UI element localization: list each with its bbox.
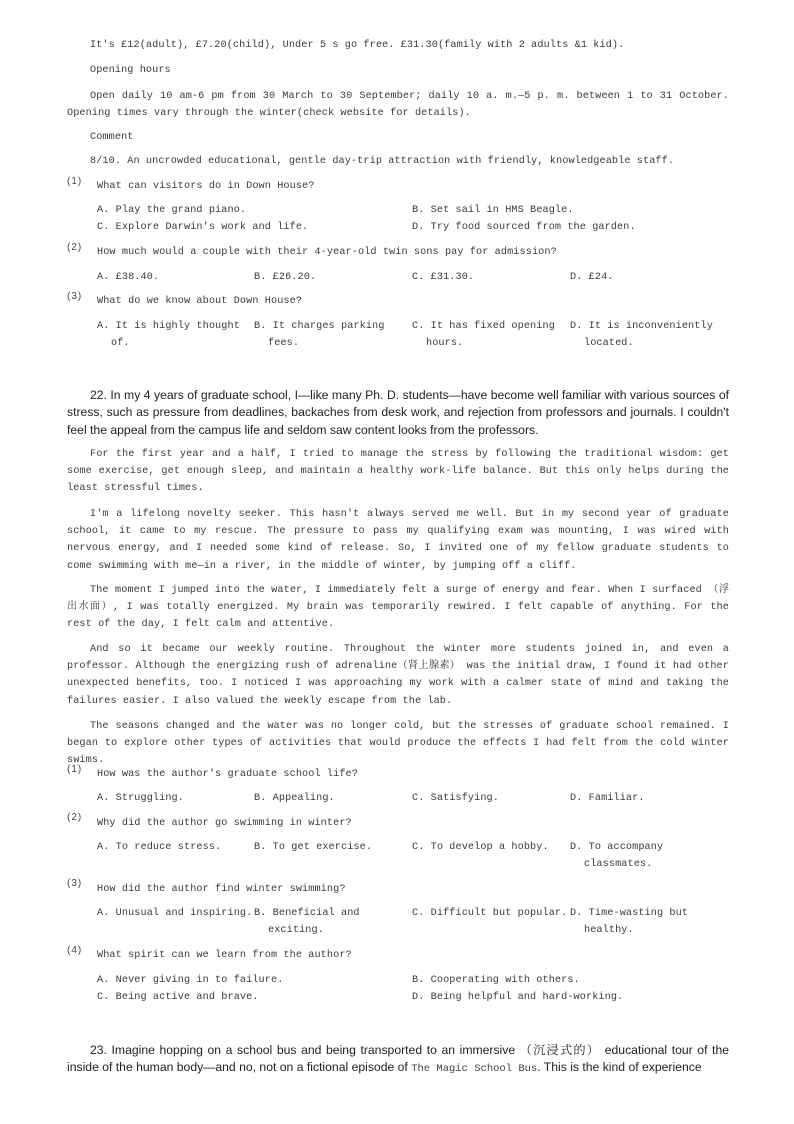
comment-heading: Comment: [90, 132, 134, 143]
passage-22-paragraph: The seasons changed and the water was no longer cold, but the stresses of graduate school remained. I began to explore other types of activities that would produce the effects I had felt from the cold winter swims.: [67, 721, 729, 767]
option-b[interactable]: [254, 318, 404, 352]
option-c[interactable]: [412, 318, 562, 352]
option-text: A. It is highly thought: [97, 321, 240, 332]
question-stem: What spirit can we learn from the author?: [97, 950, 352, 961]
option-a[interactable]: A. Never giving in to failure.: [97, 975, 284, 986]
option-d[interactable]: D. Familiar.: [570, 793, 645, 804]
option-d[interactable]: D. Try food sourced from the garden.: [412, 222, 636, 233]
passage-22-paragraph: The moment I jumped into the water, I immediately felt a surge of energy and fear. When I surfaced （浮出水面）, I was totally energized. My brain was temporarily rewired. I felt capable of anything. For the rest of the day, I felt calm and attentive.: [67, 585, 729, 631]
question-stem: How much would a couple with their 4-year-old twin sons pay for admission?: [97, 247, 557, 258]
option-d[interactable]: [570, 905, 730, 939]
opening-hours-text: Open daily 10 am-6 pm from 30 March to 30 September; daily 10 a. m.—5 p. m. between 1 to 31 October. Opening times vary through the winter(check website for details).: [67, 91, 729, 120]
option-text: C. It has fixed opening: [412, 321, 555, 332]
option-c[interactable]: C. Satisfying.: [412, 793, 499, 804]
option-a[interactable]: A. Play the grand piano.: [97, 205, 247, 216]
question-stem: What do we know about Down House?: [97, 296, 303, 307]
passage-23-text-cont: . This is the kind of experience: [537, 1060, 702, 1075]
option-text: B. Beneficial and: [254, 908, 360, 919]
passage-23-text: 23. Imagine hopping on a school bus and being transported to an immersive （沉浸式的） educational tour of the inside of the human body—and no, not on a fictional episode of: [67, 1043, 729, 1075]
admission-prices: It's £12(adult), £7.20(child), Under 5 s go free. £31.30(family with 2 adults &1 kid).: [90, 40, 625, 51]
question-stem: How did the author find winter swimming?: [97, 884, 346, 895]
option-text-cont: located.: [584, 338, 634, 350]
option-d[interactable]: [570, 318, 730, 352]
question-number: (3): [67, 878, 83, 889]
option-d[interactable]: [570, 839, 730, 873]
option-text-cont: classmates.: [584, 859, 653, 871]
option-b[interactable]: B. To get exercise.: [254, 842, 373, 853]
passage-22-paragraph: For the first year and a half, I tried to manage the stress by following the traditional wisdom: get some exercise, get enough sleep, and maintain a healthy work-life balance. But this only helps during the least stressful times.: [67, 449, 729, 495]
question-number: (3): [67, 291, 83, 302]
passage-22-intro: 22. In my 4 years of graduate school, I—like many Ph. D. students—have become well familiar with various sources of stress, such as pressure from deadlines, backaches from desk work, and rejection from professors and journals. I couldn't feel the appeal from the campus life and seldom saw content looks from the professors.: [67, 388, 729, 437]
option-text-cont: exciting.: [268, 925, 324, 937]
opening-hours-heading: Opening hours: [90, 65, 171, 76]
option-text: B. It charges parking: [254, 321, 385, 332]
option-a[interactable]: A. To reduce stress.: [97, 842, 222, 853]
option-a[interactable]: [97, 318, 247, 352]
option-b[interactable]: B. Set sail in HMS Beagle.: [412, 205, 574, 216]
option-b[interactable]: B. Cooperating with others.: [412, 975, 580, 986]
question-stem: What can visitors do in Down House?: [97, 181, 315, 192]
option-b[interactable]: B. £26.20.: [254, 272, 317, 283]
passage-23-intro: [67, 1042, 729, 1079]
option-text: D. It is inconveniently: [570, 321, 713, 332]
option-a[interactable]: A. Struggling.: [97, 793, 184, 804]
option-text: D. Time-wasting but: [570, 908, 689, 919]
question-number: (2): [67, 812, 83, 823]
option-a[interactable]: A. Unusual and inspiring.: [97, 908, 253, 919]
option-c[interactable]: C. £31.30.: [412, 272, 475, 283]
option-c[interactable]: C. To develop a hobby.: [412, 842, 549, 853]
book-title: The Magic School Bus: [411, 1063, 538, 1076]
option-d[interactable]: D. Being helpful and hard-working.: [412, 992, 624, 1003]
question-number: (1): [67, 764, 83, 775]
question-number: (1): [67, 176, 83, 187]
question-number: (4): [67, 945, 83, 956]
option-text-cont: healthy.: [584, 925, 634, 937]
question-stem: How was the author's graduate school life?: [97, 769, 358, 780]
option-b[interactable]: B. Appealing.: [254, 793, 335, 804]
passage-22-paragraph: I'm a lifelong novelty seeker. This hasn't always served me well. But in my second year of graduate school, it came to my rescue. The pressure to pass my qualifying exam was mounting, I was wired with nervous energy, and I needed some kind of release. So, I invited one of my fellow graduate students to come swimming with me—in a river, in the middle of winter, by jumping off a cliff.: [67, 509, 729, 572]
comment-text: 8/10. An uncrowded educational, gentle day-trip attraction with friendly, knowledgeable staff.: [90, 156, 675, 167]
question-stem: Why did the author go swimming in winter?: [97, 818, 352, 829]
option-c[interactable]: C. Difficult but popular.: [412, 908, 568, 919]
option-c[interactable]: C. Being active and brave.: [97, 992, 259, 1003]
option-text-cont: fees.: [268, 338, 300, 350]
option-c[interactable]: C. Explore Darwin's work and life.: [97, 222, 309, 233]
option-d[interactable]: D. £24.: [570, 272, 614, 283]
question-number: (2): [67, 242, 83, 253]
option-b[interactable]: [254, 905, 404, 939]
option-a[interactable]: A. £38.40.: [97, 272, 160, 283]
passage-22-paragraph: And so it became our weekly routine. Throughout the winter more students joined in, and even a professor. Although the energizing rush of adrenaline（肾上腺素） was the initial draw, I found it had other unexpected benefits, too. I noticed I was approaching my work with a calmer state of mind and taking the failures easier. I also valued the weekly escape from the lab.: [67, 644, 729, 707]
option-text-cont: hours.: [426, 338, 464, 350]
option-text-cont: of.: [111, 338, 130, 350]
option-text: D. To accompany: [570, 842, 664, 853]
